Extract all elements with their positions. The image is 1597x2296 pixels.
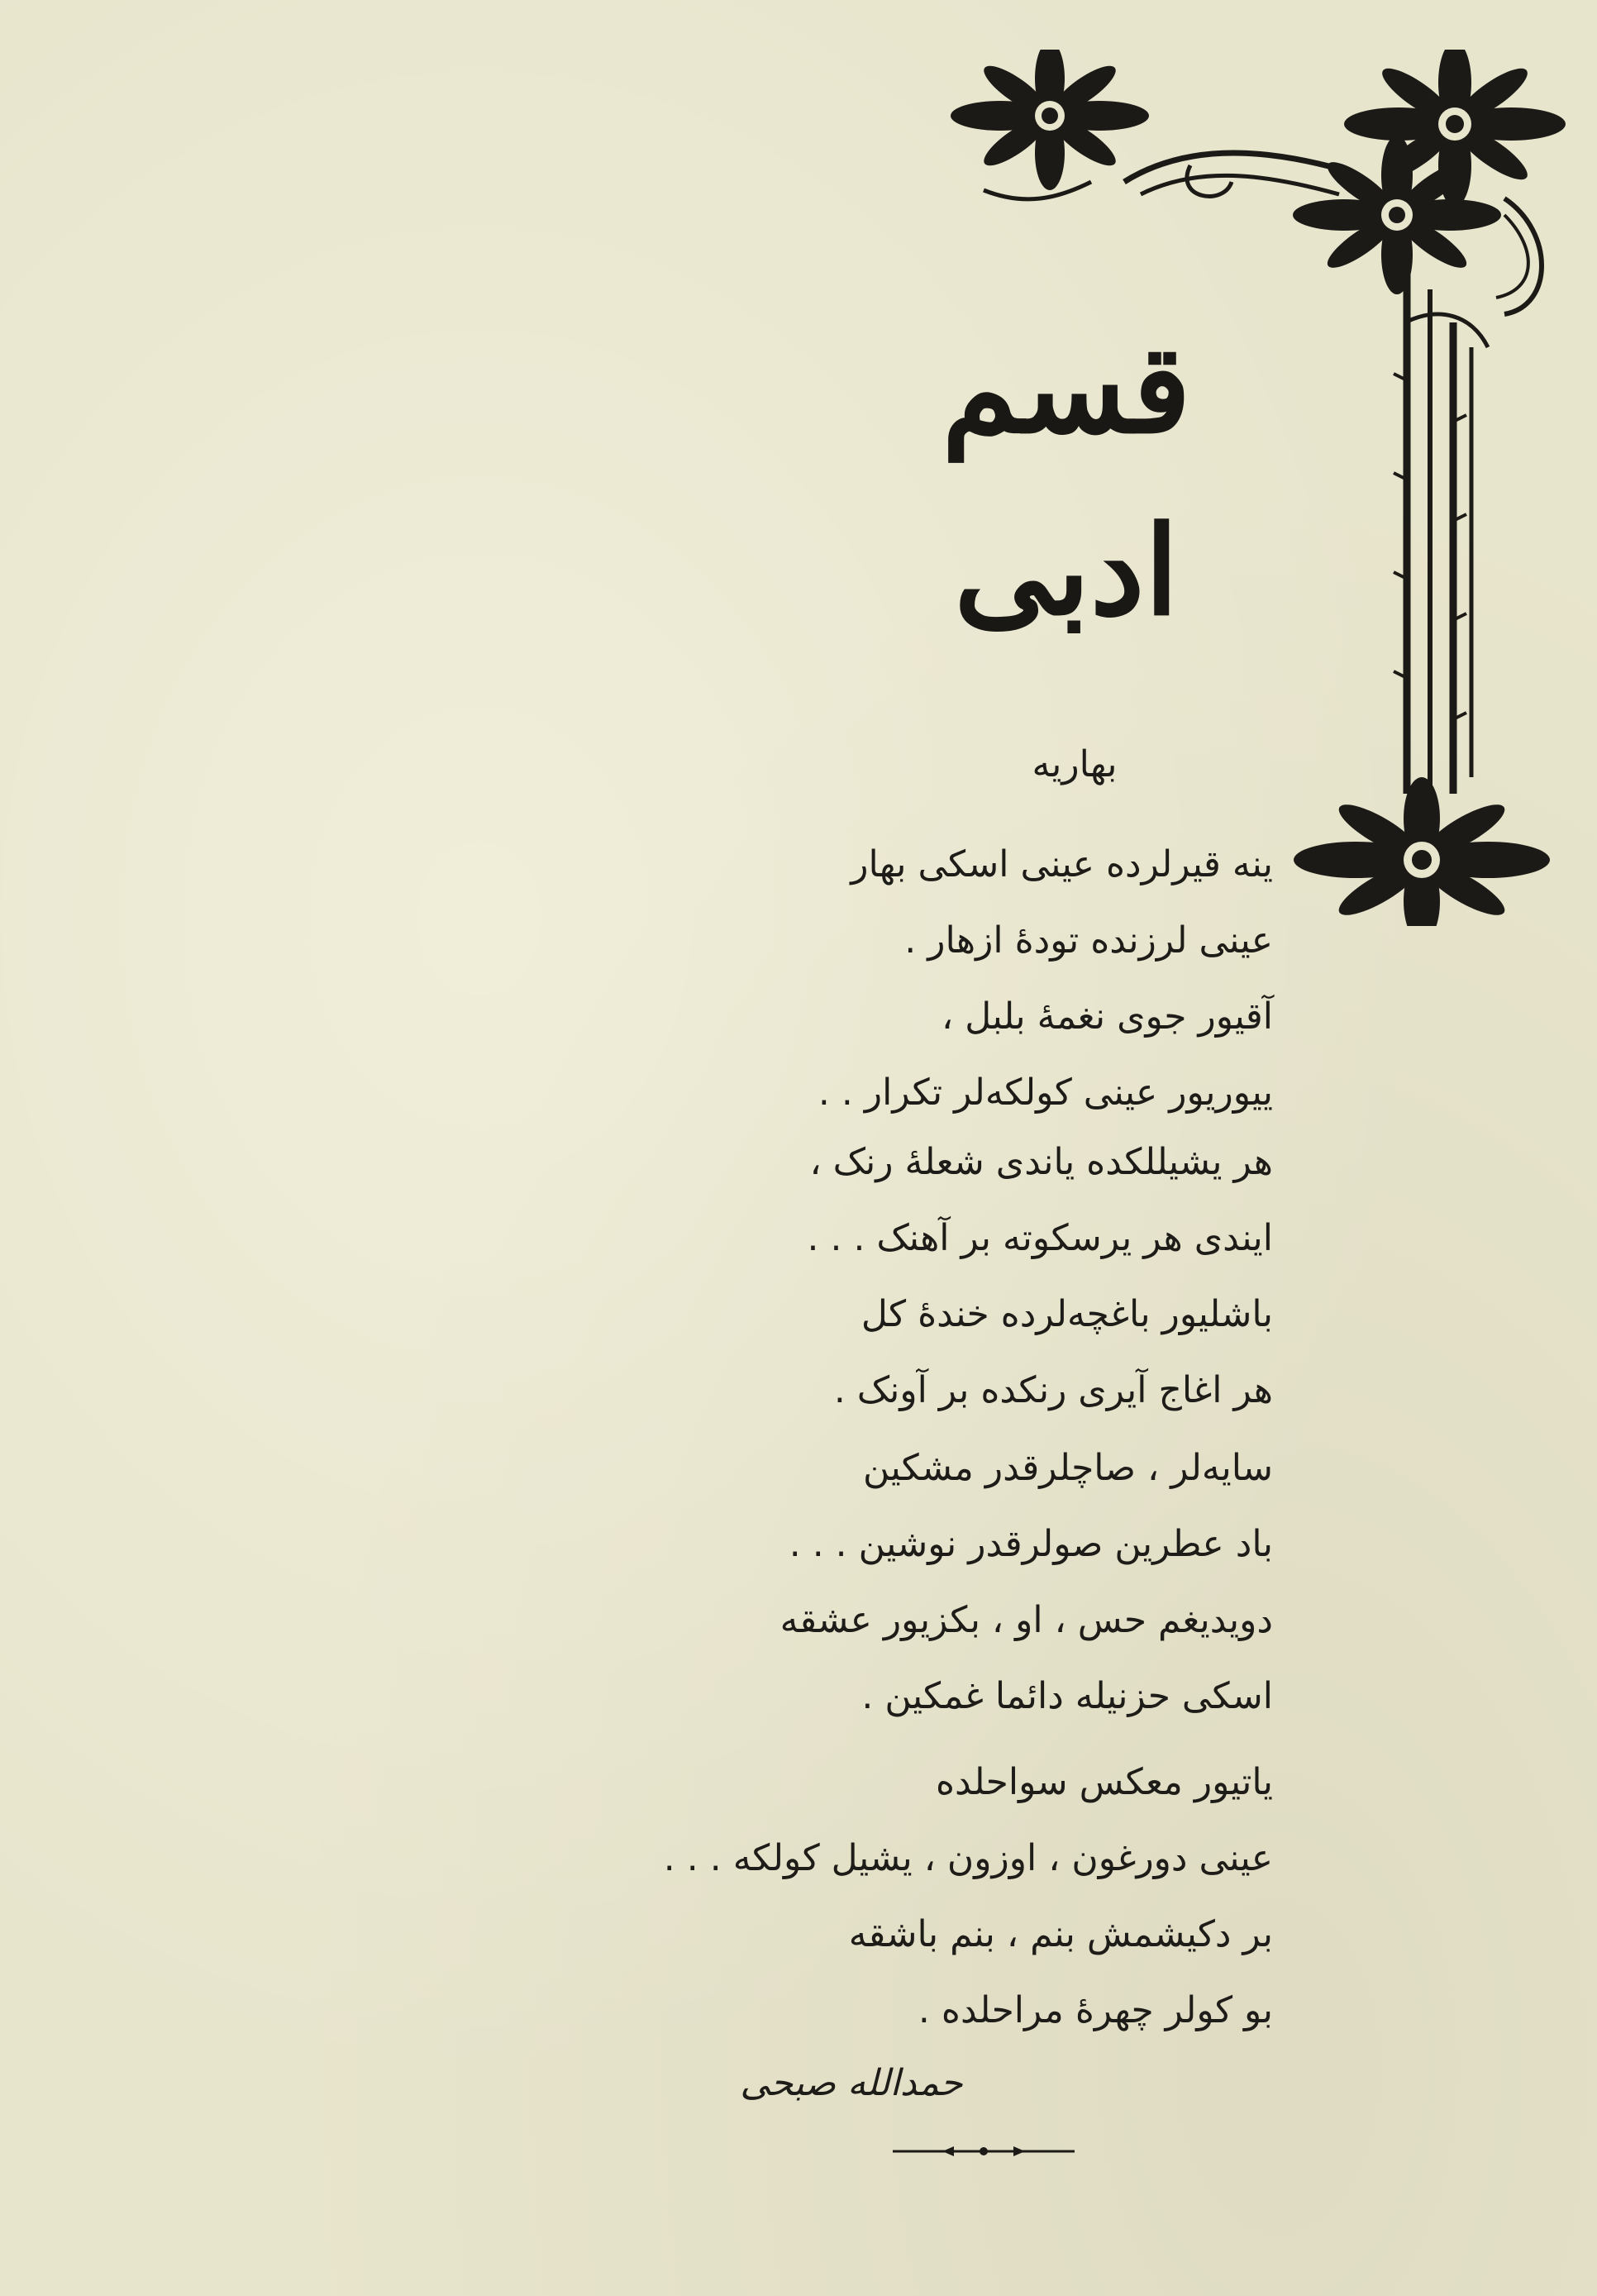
poem-line: دویدیغم حس ، او ، بکزیور عشقه [779, 1599, 1273, 1641]
author-signature: حمدالله صبحی [740, 2062, 963, 2104]
stanza-4 [612, 1745, 1273, 2049]
poem-line: ینه قیرلرده عینی اسکی بهار [851, 843, 1273, 885]
poem-line: باد عطرین صولرقدر نوشین . . . [789, 1523, 1273, 1565]
poem-title: بهاریه [1032, 743, 1118, 785]
stanza-3 [645, 1430, 1273, 1735]
poem-line: عینی دورغون ، اوزون ، یشیل کولکه . . . [663, 1837, 1273, 1879]
poem-line: آقیور جوی نغمهٔ بلبل ، [942, 995, 1273, 1038]
poem-line: بر دکیشمش بنم ، بنم باشقه [848, 1913, 1273, 1955]
flower-icon [951, 50, 1149, 190]
ornamental-divider [893, 2141, 1075, 2161]
poem-line: ایندی هر یرسکوته بر آهنک . . . [807, 1217, 1273, 1259]
poem-line: عینی لرزنده تودهٔ ازهار . [904, 919, 1273, 962]
poem-line: یاتیور معکس سواحلده [935, 1761, 1273, 1803]
section-heading: قسم ادبی [942, 317, 1191, 642]
poem-line: سایه‌لر ، صاچلرقدر مشکین [862, 1447, 1273, 1489]
stanza-1 [645, 827, 1273, 1131]
poem-line: ییوریور عینی کولکه‌لر تکرار . . [818, 1072, 1273, 1114]
stanza-2 [645, 1124, 1273, 1429]
poem-line: بو کولر چهرهٔ مراحلده . [918, 1989, 1273, 2031]
poem-line: هر اغاج آیری رنکده بر آونک . [833, 1369, 1273, 1411]
poem-line: باشلیور باغچه‌لرده خندهٔ کل [860, 1293, 1273, 1335]
poem-line: هر یشیللکده یاندی شعلهٔ رنک ، [809, 1141, 1273, 1183]
poem-line: اسکی حزنیله دائما غمکین . [861, 1675, 1273, 1717]
flower-icon [1294, 777, 1550, 926]
